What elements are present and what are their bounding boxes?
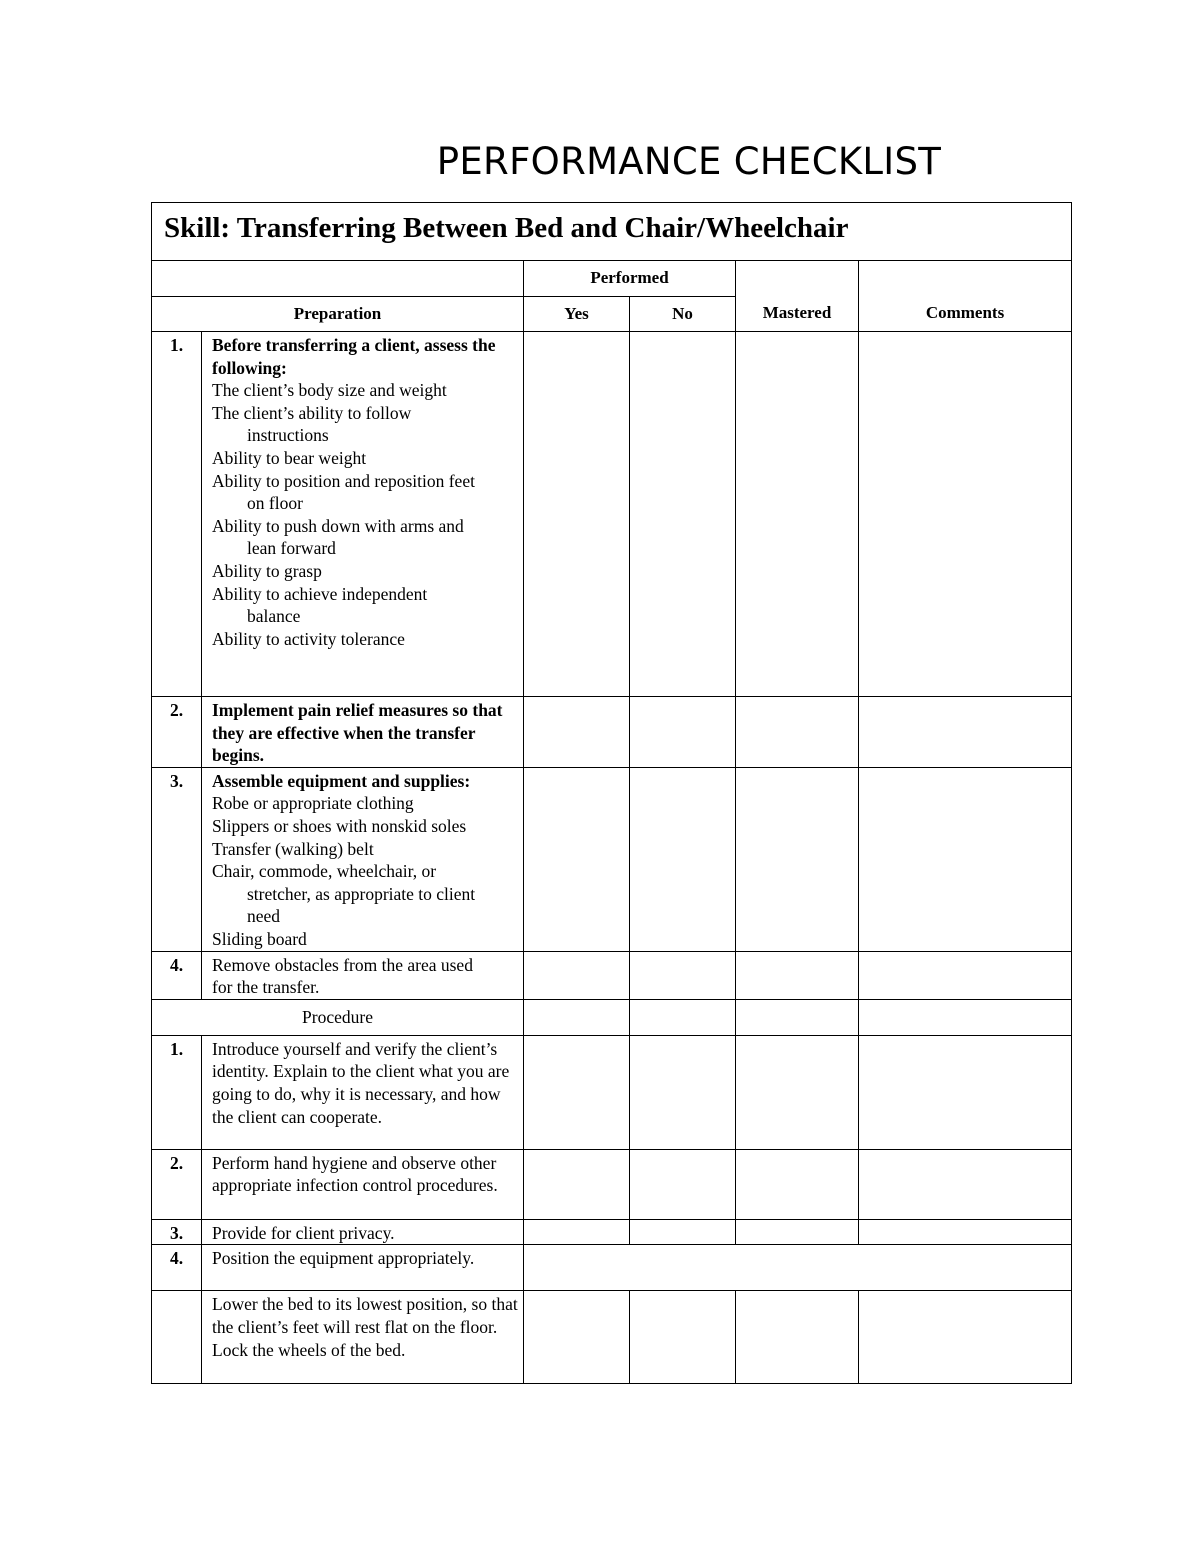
check-cell[interactable] <box>630 1219 736 1245</box>
table-row <box>152 1245 1072 1291</box>
check-cell[interactable] <box>859 1149 1072 1219</box>
header-blank <box>152 261 524 297</box>
step-line: Ability to push down with arms and <box>212 515 464 536</box>
step-text <box>202 951 524 999</box>
step-line: balance <box>247 606 301 627</box>
check-cell[interactable] <box>630 999 736 1035</box>
check-cell[interactable] <box>859 1291 1072 1384</box>
skill-label: Skill: Transferring Between Bed and Chair/Wheelchair <box>164 212 849 244</box>
step-line: Ability to position and reposition feet <box>212 470 475 491</box>
step-lead: Assemble equipment and supplies: <box>212 770 471 791</box>
check-cell[interactable] <box>524 697 630 768</box>
procedure-label: Procedure <box>152 999 524 1035</box>
table-row <box>152 767 1072 951</box>
step-line: Remove obstacles from the area used <box>212 954 473 975</box>
check-cell[interactable] <box>630 332 736 697</box>
check-cell[interactable] <box>524 1035 630 1149</box>
check-cell[interactable] <box>859 332 1072 697</box>
check-cell[interactable] <box>859 1219 1072 1245</box>
step-number: 1. <box>152 332 202 697</box>
step-text: Provide for client privacy. <box>202 1219 524 1245</box>
table-row <box>152 1035 1072 1149</box>
table-row <box>152 1291 1072 1384</box>
step-line: Robe or appropriate clothing <box>212 793 414 814</box>
check-cell[interactable] <box>524 999 630 1035</box>
step-number: 1. <box>152 1035 202 1149</box>
step-line: Ability to activity tolerance <box>212 628 405 649</box>
page-title: PERFORMANCE CHECKLIST <box>436 140 942 183</box>
step-text <box>202 332 524 697</box>
header-yes: Yes <box>524 297 630 332</box>
step-text: Position the equipment appropriately. <box>202 1245 524 1291</box>
step-line: Ability to achieve independent <box>212 583 428 604</box>
step-lead: Before transferring a client, assess the following: <box>212 335 496 378</box>
step-line: The client’s body size and weight <box>212 380 447 401</box>
table-row <box>152 1149 1072 1219</box>
step-line: for the transfer. <box>212 977 320 998</box>
check-cell[interactable] <box>736 767 859 951</box>
check-cell[interactable] <box>630 1291 736 1384</box>
table-row <box>152 697 1072 768</box>
check-cell[interactable] <box>630 951 736 999</box>
step-text: Lower the bed to its lowest position, so that the client’s feet will rest flat on the floor. Lock the wheels of the bed. <box>202 1291 524 1384</box>
check-cell[interactable] <box>630 1149 736 1219</box>
check-cell[interactable] <box>859 951 1072 999</box>
check-cell[interactable] <box>524 1291 630 1384</box>
check-cell[interactable] <box>736 999 859 1035</box>
step-line: need <box>247 906 281 927</box>
check-cell[interactable] <box>736 1291 859 1384</box>
table-row <box>152 332 1072 697</box>
check-cell[interactable] <box>630 697 736 768</box>
step-line: Slippers or shoes with nonskid soles <box>212 815 467 836</box>
check-cell[interactable] <box>736 1219 859 1245</box>
check-cell[interactable] <box>524 332 630 697</box>
step-line: lean forward <box>247 538 336 559</box>
check-cell[interactable] <box>859 1035 1072 1149</box>
step-line: Sliding board <box>212 928 307 949</box>
check-cell[interactable] <box>859 767 1072 951</box>
check-cell[interactable] <box>736 332 859 697</box>
step-number: 3. <box>152 767 202 951</box>
step-line: Ability to grasp <box>212 560 322 581</box>
step-number: 3. <box>152 1219 202 1245</box>
step-line: stretcher, as appropriate to client <box>247 883 476 904</box>
procedure-rows <box>152 1035 1072 1384</box>
step-line: Transfer (walking) belt <box>212 838 374 859</box>
step-line: instructions <box>247 425 329 446</box>
check-cell[interactable] <box>524 951 630 999</box>
check-cell[interactable] <box>859 999 1072 1035</box>
check-cell[interactable] <box>736 1035 859 1149</box>
check-cell[interactable] <box>524 1149 630 1219</box>
step-lead: Implement pain relief measures so that they are effective when the transfer begins. <box>212 700 503 766</box>
header-mastered: Mastered <box>736 261 859 332</box>
check-cell[interactable] <box>736 697 859 768</box>
table-row <box>152 1219 1072 1245</box>
step-line: Chair, commode, wheelchair, or <box>212 861 437 882</box>
step-line: on floor <box>247 493 303 514</box>
merged-blank-cell <box>524 1245 1072 1291</box>
header-no: No <box>630 297 736 332</box>
checklist-table <box>151 202 1072 1384</box>
check-cell[interactable] <box>859 697 1072 768</box>
step-number: 2. <box>152 1149 202 1219</box>
check-cell[interactable] <box>736 951 859 999</box>
header-comments: Comments <box>859 261 1072 332</box>
header-preparation: Preparation <box>152 297 524 332</box>
check-cell[interactable] <box>524 767 630 951</box>
step-number <box>152 1291 202 1384</box>
step-line: Ability to bear weight <box>212 447 367 468</box>
step-line: The client’s ability to follow <box>212 402 412 423</box>
step-number: 4. <box>152 1245 202 1291</box>
step-number: 4. <box>152 951 202 999</box>
check-cell[interactable] <box>630 767 736 951</box>
step-text: Introduce yourself and verify the client’s identity. Explain to the client what you are going to do, why it is necessary, and how the client can cooperate. <box>202 1035 524 1149</box>
preparation-rows <box>152 332 1072 1000</box>
step-text <box>202 697 524 768</box>
check-cell[interactable] <box>630 1035 736 1149</box>
step-text: Perform hand hygiene and observe other appropriate infection control procedures. <box>202 1149 524 1219</box>
step-text <box>202 767 524 951</box>
check-cell[interactable] <box>524 1219 630 1245</box>
table-row <box>152 951 1072 999</box>
skill-cell <box>152 203 1072 261</box>
header-performed: Performed <box>524 261 736 297</box>
step-number: 2. <box>152 697 202 768</box>
check-cell[interactable] <box>736 1149 859 1219</box>
